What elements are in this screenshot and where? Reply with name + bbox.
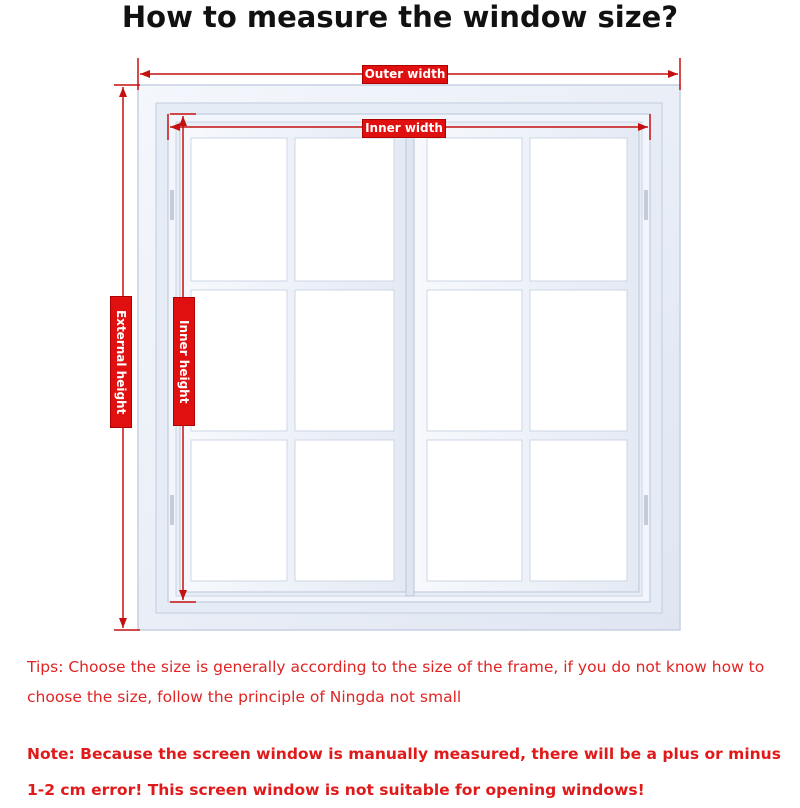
outer-width-label: Outer width bbox=[362, 65, 448, 84]
page-title: How to measure the window size? bbox=[121, 0, 679, 34]
tips-text: Tips: Choose the size is generally according to the size of the frame, if you do not know how to choose the size, follow the principle of Ningda not small bbox=[27, 658, 765, 706]
external-height-label: External height bbox=[110, 296, 132, 428]
inner-width-label: Inner width bbox=[362, 119, 446, 138]
left-sash bbox=[180, 127, 406, 592]
center-mullion bbox=[406, 122, 414, 596]
note-text: Note: Because the screen window is manually measured, there will be a plus or minus 1-2 cm error! This screen window is not suitable for opening windows! bbox=[27, 745, 781, 799]
inner-height-label: Inner height bbox=[173, 297, 195, 426]
right-sash bbox=[414, 127, 639, 592]
